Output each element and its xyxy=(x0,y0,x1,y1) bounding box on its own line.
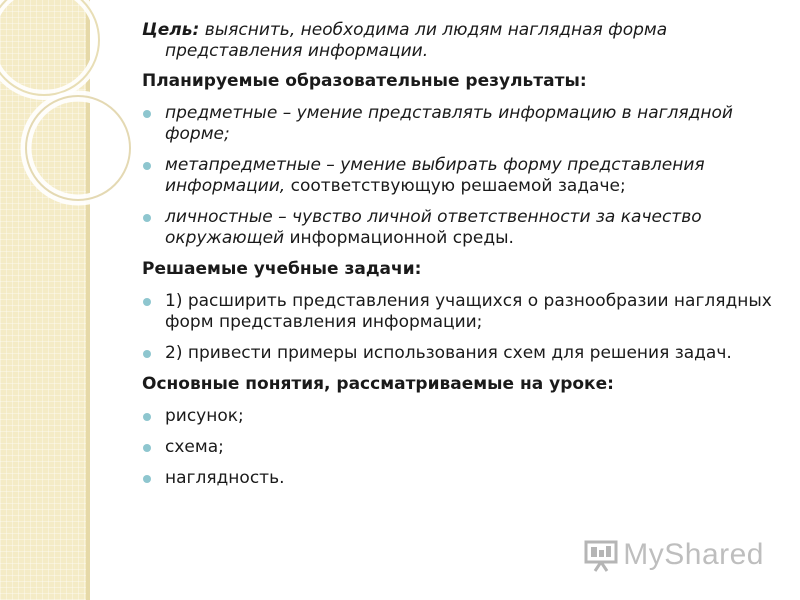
goal-paragraph xyxy=(142,20,772,62)
bullet-icon xyxy=(143,110,151,118)
item-text: схема; xyxy=(165,437,224,457)
item-text: соответствующую решаемой задаче; xyxy=(285,176,626,196)
bullet-icon xyxy=(143,475,151,483)
presentation-board-icon xyxy=(583,538,619,572)
planned-results-list xyxy=(142,103,772,249)
list-item xyxy=(142,343,772,364)
myshared-watermark xyxy=(583,538,764,572)
concepts-heading: Основные понятия, рассматриваемые на уроке: xyxy=(142,374,614,394)
watermark-text: MyShared xyxy=(623,538,764,571)
tasks-list xyxy=(142,291,772,364)
goal-label: Цель: xyxy=(142,20,200,40)
bullet-icon xyxy=(143,350,151,358)
goal-text-line2: представления информации. xyxy=(165,41,429,61)
bullet-icon xyxy=(143,214,151,222)
item-text: информационной среды. xyxy=(284,228,514,248)
item-italic-text: метапредметные – умение выбирать форму представления информации, xyxy=(165,155,705,196)
item-text: наглядность. xyxy=(165,468,285,488)
item-text: 1) расширить представления учащихся о разнообразии наглядных форм представления информации; xyxy=(165,291,772,332)
list-item xyxy=(142,437,772,458)
list-item xyxy=(142,207,772,249)
item-text: рисунок; xyxy=(165,406,244,426)
bullet-icon xyxy=(143,162,151,170)
bullet-icon xyxy=(143,444,151,452)
item-text: 2) привести примеры использования схем для решения задач. xyxy=(165,343,732,363)
slide-content xyxy=(142,20,772,499)
concepts-list xyxy=(142,406,772,489)
item-italic-text: личностные – чувство личной ответственности за качество окружающей xyxy=(165,207,702,248)
bullet-icon xyxy=(143,413,151,421)
decorative-rings-icon xyxy=(0,0,160,260)
list-item xyxy=(142,468,772,489)
goal-text-line1: выяснить, необходима ли людям наглядная форма xyxy=(199,20,668,40)
item-italic-text: предметные – умение представлять информацию в наглядной форме; xyxy=(165,103,733,144)
list-item xyxy=(142,406,772,427)
planned-results-heading: Планируемые образовательные результаты: xyxy=(142,71,587,91)
list-item xyxy=(142,291,772,333)
list-item xyxy=(142,103,772,145)
bullet-icon xyxy=(143,298,151,306)
list-item xyxy=(142,155,772,197)
tasks-heading: Решаемые учебные задачи: xyxy=(142,259,422,279)
